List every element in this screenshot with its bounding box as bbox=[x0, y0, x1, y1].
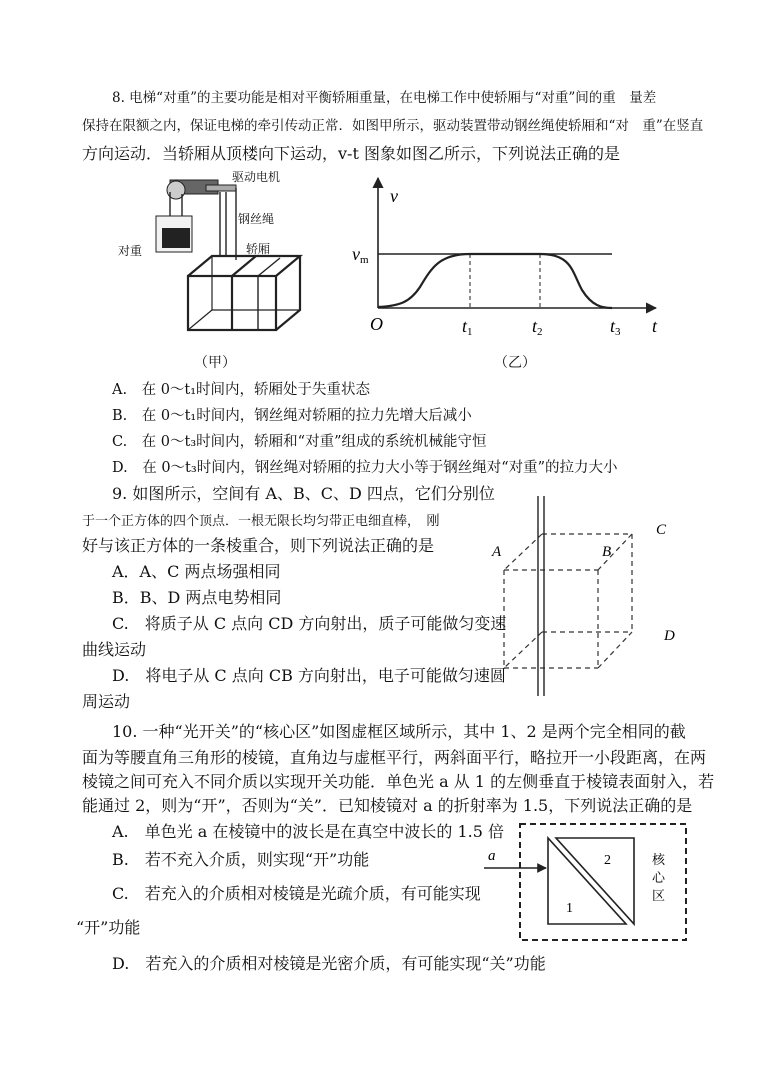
vt-curve bbox=[378, 254, 612, 308]
vt-graph bbox=[352, 172, 670, 342]
point-B-label: B bbox=[602, 544, 612, 560]
label-counterweight: 对重 bbox=[118, 244, 143, 258]
point-A-label: A bbox=[492, 544, 502, 560]
q10-stem-line1: 10. 一种“光开关”的“核心区”如图虚框区域所示，其中 1、2 是两个完全相同的截 bbox=[112, 722, 686, 741]
prism-1-label: 1 bbox=[566, 901, 573, 916]
t2-label: t2 bbox=[532, 316, 543, 338]
origin-label: O bbox=[370, 314, 383, 334]
q9-stem-line1: 9. 如图所示，空间有 A、B、C、D 四点，它们分别位 bbox=[112, 484, 495, 503]
q10-stem-line3: 棱镜之间可充入不同介质以实现开关功能．单色光 a 从 1 的左侧垂直于棱镜表面射入，若 bbox=[82, 772, 715, 791]
q8-option-d: D. 在 0～t₃时间内，钢丝绳对轿厢的拉力大小等于钢丝绳对“对重”的拉力大小 bbox=[112, 460, 618, 476]
q10-stem-line2: 面为等腰直角三角形的棱镜，直角边与虚框平行，两斜面平行，略拉开一小段距离，在两 bbox=[82, 748, 707, 767]
q10-option-c-line2: “开”功能 bbox=[76, 918, 141, 937]
q8-option-b: B. 在 0～t₁时间内，钢丝绳对轿厢的拉力先增大后减小 bbox=[112, 408, 472, 424]
light-a-label: a bbox=[488, 848, 496, 864]
q9-stem-line3: 好与该正方体的一条棱重合，则下列说法正确的是 bbox=[82, 536, 435, 555]
q9-option-c-line2: 曲线运动 bbox=[82, 640, 147, 659]
q10-stem-line4: 能通过 2，则为“开”，否则为“关”．已知棱镜对 a 的折射率为 1.5，下列说法正确的是 bbox=[82, 796, 693, 815]
core-label-3: 区 bbox=[652, 888, 666, 903]
elevator-figure bbox=[140, 168, 320, 340]
cube-figure bbox=[484, 490, 684, 700]
q8-option-a: A. 在 0～t₁时间内，轿厢处于失重状态 bbox=[112, 382, 371, 398]
optical-switch-figure bbox=[484, 820, 692, 946]
t3-label: t3 bbox=[610, 316, 621, 338]
point-C-label: C bbox=[656, 522, 667, 538]
q10-option-a: A. 单色光 a 在棱镜中的波长是在真空中波长的 1.5 倍 bbox=[112, 822, 504, 841]
q10-option-c-line1: C. 若充入的介质相对棱镜是光疏介质，有可能实现 bbox=[112, 884, 481, 903]
q9-option-d-line2: 周运动 bbox=[82, 692, 131, 711]
axis-t-label: t bbox=[652, 316, 658, 336]
q9-stem-line2: 于一个正方体的四个顶点．一根无限长均匀带正电细直棒， 刚 bbox=[82, 514, 440, 529]
q8-stem-line2: 保持在限额之内，保证电梯的牵引传动正常．如图甲所示，驱动装置带动钢丝绳使轿厢和“对 重”在竖直 bbox=[82, 118, 704, 134]
caption-yi: （乙） bbox=[494, 355, 536, 371]
core-label-2: 心 bbox=[652, 870, 666, 885]
q8-option-c: C. 在 0～t₃时间内，轿厢和“对重”组成的系统机械能守恒 bbox=[112, 434, 487, 450]
q8-stem-line3: 方向运动．当轿厢从顶楼向下运动，v-t 图象如图乙所示，下列说法正确的是 bbox=[82, 144, 620, 163]
q10-option-d: D. 若充入的介质相对棱镜是光密介质，有可能实现“关”功能 bbox=[112, 954, 546, 973]
vm-label: vm bbox=[352, 244, 369, 266]
q8-stem-line1: 8. 电梯“对重”的主要功能是相对平衡轿厢重量，在电梯工作中使轿厢与“对重”间的重 量差 bbox=[112, 90, 657, 106]
q9-option-a: A．A、C 两点场强相同 bbox=[112, 562, 281, 581]
point-D-label: D bbox=[664, 628, 675, 644]
label-rope: 钢丝绳 bbox=[238, 212, 275, 226]
prism-2-label: 2 bbox=[604, 853, 611, 868]
axis-v-label: v bbox=[390, 186, 398, 206]
q9-option-d-line1: D. 将电子从 C 点向 CB 方向射出，电子可能做匀速圆 bbox=[112, 666, 506, 685]
prism-1 bbox=[548, 838, 626, 924]
car-frame bbox=[188, 256, 300, 330]
q9-option-b: B．B、D 两点电势相同 bbox=[112, 588, 282, 607]
label-motor: 驱动电机 bbox=[232, 170, 281, 184]
caption-jia: （甲） bbox=[194, 355, 236, 371]
q10-option-b: B. 若不充入介质，则实现“开”功能 bbox=[112, 850, 370, 869]
label-car: 轿厢 bbox=[246, 242, 271, 256]
t1-label: t1 bbox=[462, 316, 473, 338]
q9-option-c-line1: C. 将质子从 C 点向 CD 方向射出，质子可能做匀变速 bbox=[112, 614, 507, 633]
core-label-1: 核 bbox=[652, 852, 666, 867]
